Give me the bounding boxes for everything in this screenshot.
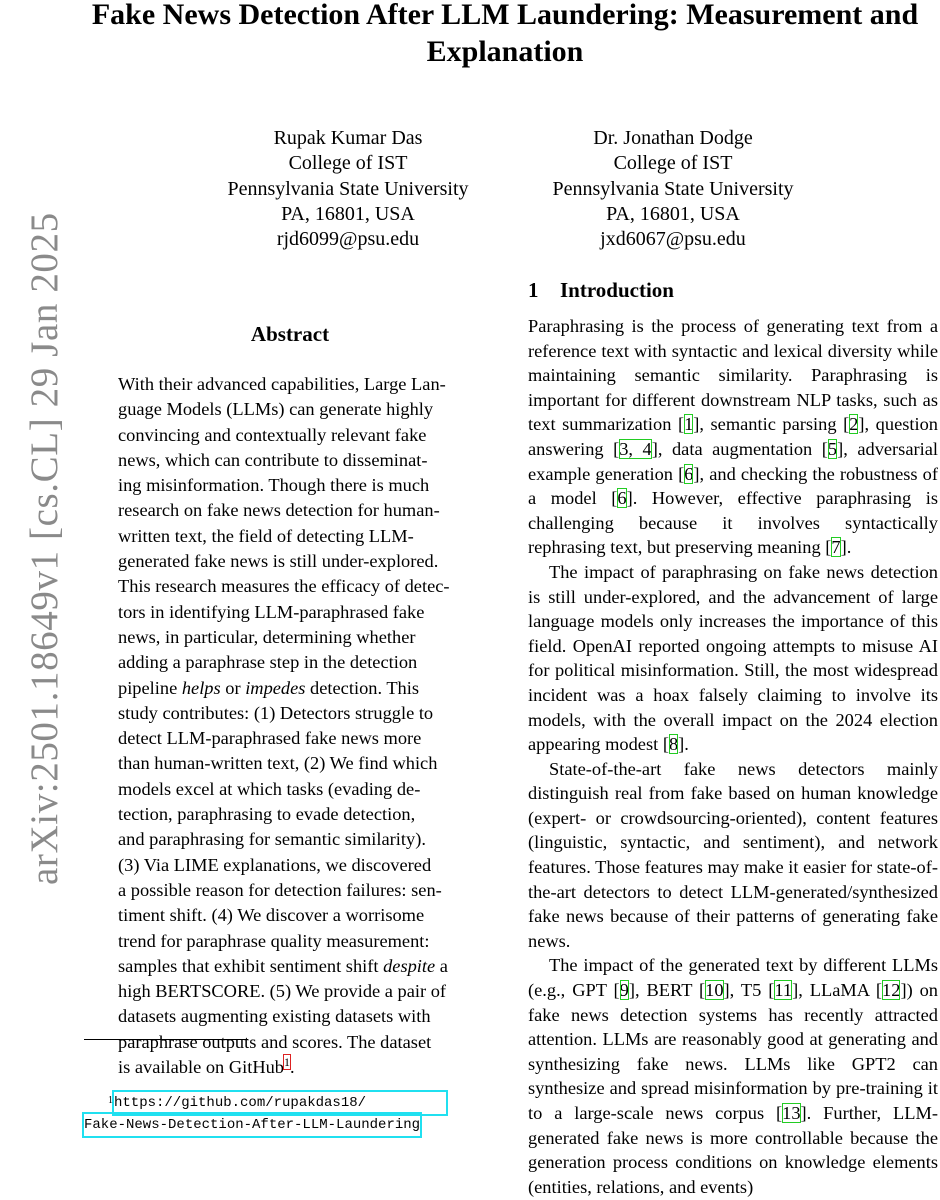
intro-text: . However, effective paraphrasing is challenging because it involves syntactically rephrasing text, but preserving meaning xyxy=(528,488,939,558)
abstract-emphasis: despite xyxy=(383,955,436,976)
intro-paragraph-1: Paraphrasing is the process of generating text from a reference text with syntactic and lexical diversity while maintaining semantic similarity. Paraphrasing is important for different downstream NLP tasks, such as text summarization [1], semantic parsing [2], question answering [3, 4], data augmentation [5], adversarial example generation [6], and checking the robustness of a model [6]. However, effective paraphrasing is challenging because it involves syntactically rephrasing text, but preserving meaning [7]. xyxy=(528,316,939,558)
abstract-text: or xyxy=(220,677,246,698)
abstract-line: With their advanced capabilities, Large Lan- xyxy=(118,374,446,394)
author-univ: Pennsylvania State University xyxy=(227,177,469,200)
intro-text: . Further, LLM-generated fake news is more controllable because the generation process conditions on knowledge elements (entities, relations, and events) xyxy=(528,1103,938,1197)
citation-link[interactable]: 7 xyxy=(831,537,841,558)
abstract-line: convincing and contextually relevant fake xyxy=(118,424,427,445)
abstract-line: datasets augmenting existing datasets with xyxy=(118,1006,431,1027)
paper-title xyxy=(70,0,940,70)
citation-link[interactable]: 2 xyxy=(849,414,859,435)
footnote-divider xyxy=(84,1039,248,1040)
intro-text: . xyxy=(684,734,689,755)
abstract-line xyxy=(118,1055,463,1080)
github-url-link-continued[interactable]: Fake-News-Detection-After-LLM-Laundering xyxy=(84,1114,420,1136)
citation-link[interactable]: 6 xyxy=(684,463,694,484)
intro-text: , LLaMA xyxy=(798,980,876,1001)
citation-link[interactable]: 6 xyxy=(617,488,627,509)
citation-link[interactable]: 5 xyxy=(827,438,838,459)
citation-link[interactable]: 1 xyxy=(684,414,694,435)
abstract-line: a possible reason for detection failures: sen- xyxy=(118,879,442,900)
abstract-line: tors in identifying LLM-paraphrased fake xyxy=(118,601,425,622)
abstract-line: written text, the field of detecting LLM- xyxy=(118,525,414,546)
intro-text: , T5 xyxy=(729,980,769,1001)
footnote-ref-link[interactable]: 1 xyxy=(284,1054,290,1069)
intro-text: , adversarial example generation xyxy=(528,438,938,484)
intro-text: , and checking the robustness of a model xyxy=(528,463,938,509)
citation-link[interactable]: 13 xyxy=(782,1103,801,1123)
abstract-text: detection. This xyxy=(305,677,420,698)
intro-text: . xyxy=(846,537,852,558)
abstract-line: tection, paraphrasing to evade detection, xyxy=(118,804,416,825)
section-heading-introduction xyxy=(528,278,674,303)
footnote xyxy=(84,1092,446,1136)
abstract-emphasis: impedes xyxy=(245,677,306,698)
citation-link[interactable]: 10 xyxy=(705,980,724,1001)
abstract-line: ing misinformation. Though there is much xyxy=(118,475,430,496)
abstract-line: guage Models (LLMs) can generate highly xyxy=(118,399,434,420)
abstract-line: news, which can contribute to disseminat- xyxy=(118,449,428,470)
title-line-2: Explanation xyxy=(426,35,584,68)
abstract-line: and paraphrasing for semantic similarity). xyxy=(118,829,426,850)
abstract-line: paraphrase outputs and scores. The dataset xyxy=(118,1031,432,1052)
citation-link[interactable]: 8 xyxy=(668,734,679,755)
intro-text: Paraphrasing is the process of generating text from a reference text with syntactic and lexical diversity while maintaining semantic similarity. Paraphrasing is important for different downstream NLP tasks, such as text summarization xyxy=(528,316,938,435)
intro-text: The impact of paraphrasing on fake news detection is still under-explored, and the advancement of large language models only increases the importance of this field. OpenAI reported ongoing attempts to misuse AI for political misinformation. Still, the most widespread incident was a hoax falsely claiming to involve its models, with the overall impact on the 2024 election appearing modest xyxy=(528,561,938,755)
author-name: Dr. Jonathan Dodge xyxy=(593,127,753,149)
section-number: 1 xyxy=(528,278,539,302)
abstract-line: study contributes: (1) Detectors struggle to xyxy=(118,702,434,723)
author-addr: PA, 16801, USA xyxy=(281,202,415,225)
abstract-text: a xyxy=(435,955,448,976)
abstract-line: timent shift. (4) We discover a worrisome xyxy=(118,905,425,926)
citation-link[interactable]: 3, 4 xyxy=(619,438,652,459)
abstract-line: generated fake news is still under-explored. xyxy=(118,551,439,572)
abstract-line: models excel at which tasks (evading de- xyxy=(118,778,421,799)
intro-paragraph-4: The impact of the generated text by different LLMs (e.g., GPT [9], BERT [10], T5 [11], LLaMA [12]) on fake news detection systems has recently attracted attention. LLMs are reasonably good at generating and synthesizing fake news. LLMs like GPT2 can synthesize and spread misinformation by pre-training it to a large-scale news corpus [13]. Further, LLM-generated fake news is more controllable because the generation process conditions on knowledge elements (entities, relations, and events) xyxy=(528,955,939,1197)
abstract-line: news, in particular, determining whether xyxy=(118,626,416,647)
intro-text: , BERT xyxy=(635,980,700,1001)
abstract-line: than human-written text, (2) We find which xyxy=(118,753,438,774)
abstract-line xyxy=(118,954,463,979)
title-line-1: Fake News Detection After LLM Laundering: Measurement and xyxy=(91,0,919,31)
author-name: Rupak Kumar Das xyxy=(273,127,423,149)
abstract-emphasis: helps xyxy=(181,677,221,698)
abstract-line: (3) Via LIME explanations, we discovered xyxy=(118,854,432,875)
citation-link[interactable]: 12 xyxy=(882,980,901,1001)
author-dept: College of IST xyxy=(613,152,733,175)
author-univ: Pennsylvania State University xyxy=(552,177,794,200)
abstract-text: pipeline xyxy=(118,677,182,698)
citation-link[interactable]: 11 xyxy=(774,980,793,1001)
footnote-line xyxy=(84,1092,446,1114)
abstract-line: high BERTSCORE. (5) We provide a pair of xyxy=(118,981,447,1002)
abstract-line: adding a paraphrase step in the detection xyxy=(118,652,418,673)
abstract-line: research on fake news detection for human- xyxy=(118,500,440,521)
author-block-1 xyxy=(198,126,498,252)
intro-text: , question answering xyxy=(528,414,938,459)
intro-text: , data augmentation xyxy=(657,438,822,459)
author-dept: College of IST xyxy=(288,152,408,175)
arxiv-stamp: arXiv:2501.18649v1 [cs.CL] 29 Jan 2025 xyxy=(23,212,66,885)
abstract-text: samples that exhibit sentiment shift xyxy=(118,955,384,976)
author-block-2 xyxy=(523,126,823,252)
abstract-line: trend for paraphrase quality measurement: xyxy=(118,930,430,951)
section-title: Introduction xyxy=(560,278,674,302)
abstract-line xyxy=(118,676,463,701)
abstract-line: detect LLM-paraphrased fake news more xyxy=(118,728,422,749)
footnote-mark: 1 xyxy=(108,1095,113,1106)
intro-text: , semantic parsing xyxy=(699,414,844,435)
github-url-link[interactable]: https://github.com/rupakdas18/ xyxy=(114,1092,446,1114)
introduction-body xyxy=(528,314,938,1199)
abstract-text: is available on GitHub xyxy=(118,1057,284,1078)
intro-paragraph-3: State-of-the-art fake news detectors mainly distinguish real from fake based on human knowledge (expert- or crowdsourcing-oriented), content features (linguistic, syntactic, and sentiment), and network features. Those features may make it easier for state-of-the-art detectors to detect LLM-generated/synthesized fake news because of their patterns of generating fake news. xyxy=(528,758,938,951)
author-addr: PA, 16801, USA xyxy=(606,202,740,225)
intro-text: ) on fake news detection systems has recently attracted attention. LLMs are reasonably good at generating and synthesizing fake news. LLMs like GPT2 can synthesize and spread misinformation by pre-training it to a large-scale news corpus xyxy=(528,980,939,1123)
intro-paragraph-2: The impact of paraphrasing on fake news detection is still under-explored, and the advancement of large language models only increases the importance of this field. OpenAI reported ongoing attempts to misuse AI for political misinformation. Still, the most widespread incident was a hoax falsely claiming to involve its models, with the overall impact on the 2024 election appearing modest [8]. xyxy=(528,561,938,755)
abstract-body xyxy=(118,372,463,1080)
citation-link[interactable]: 9 xyxy=(619,980,629,1001)
abstract-text: . xyxy=(290,1057,295,1078)
author-email: rjd6099@psu.edu xyxy=(276,228,420,251)
abstract-line: This research measures the efficacy of detec- xyxy=(118,576,450,597)
author-email: jxd6067@psu.edu xyxy=(600,228,746,251)
abstract-heading: Abstract xyxy=(250,322,330,346)
intro-text: The impact of the generated text by different LLMs (e.g., GPT xyxy=(528,955,938,1001)
